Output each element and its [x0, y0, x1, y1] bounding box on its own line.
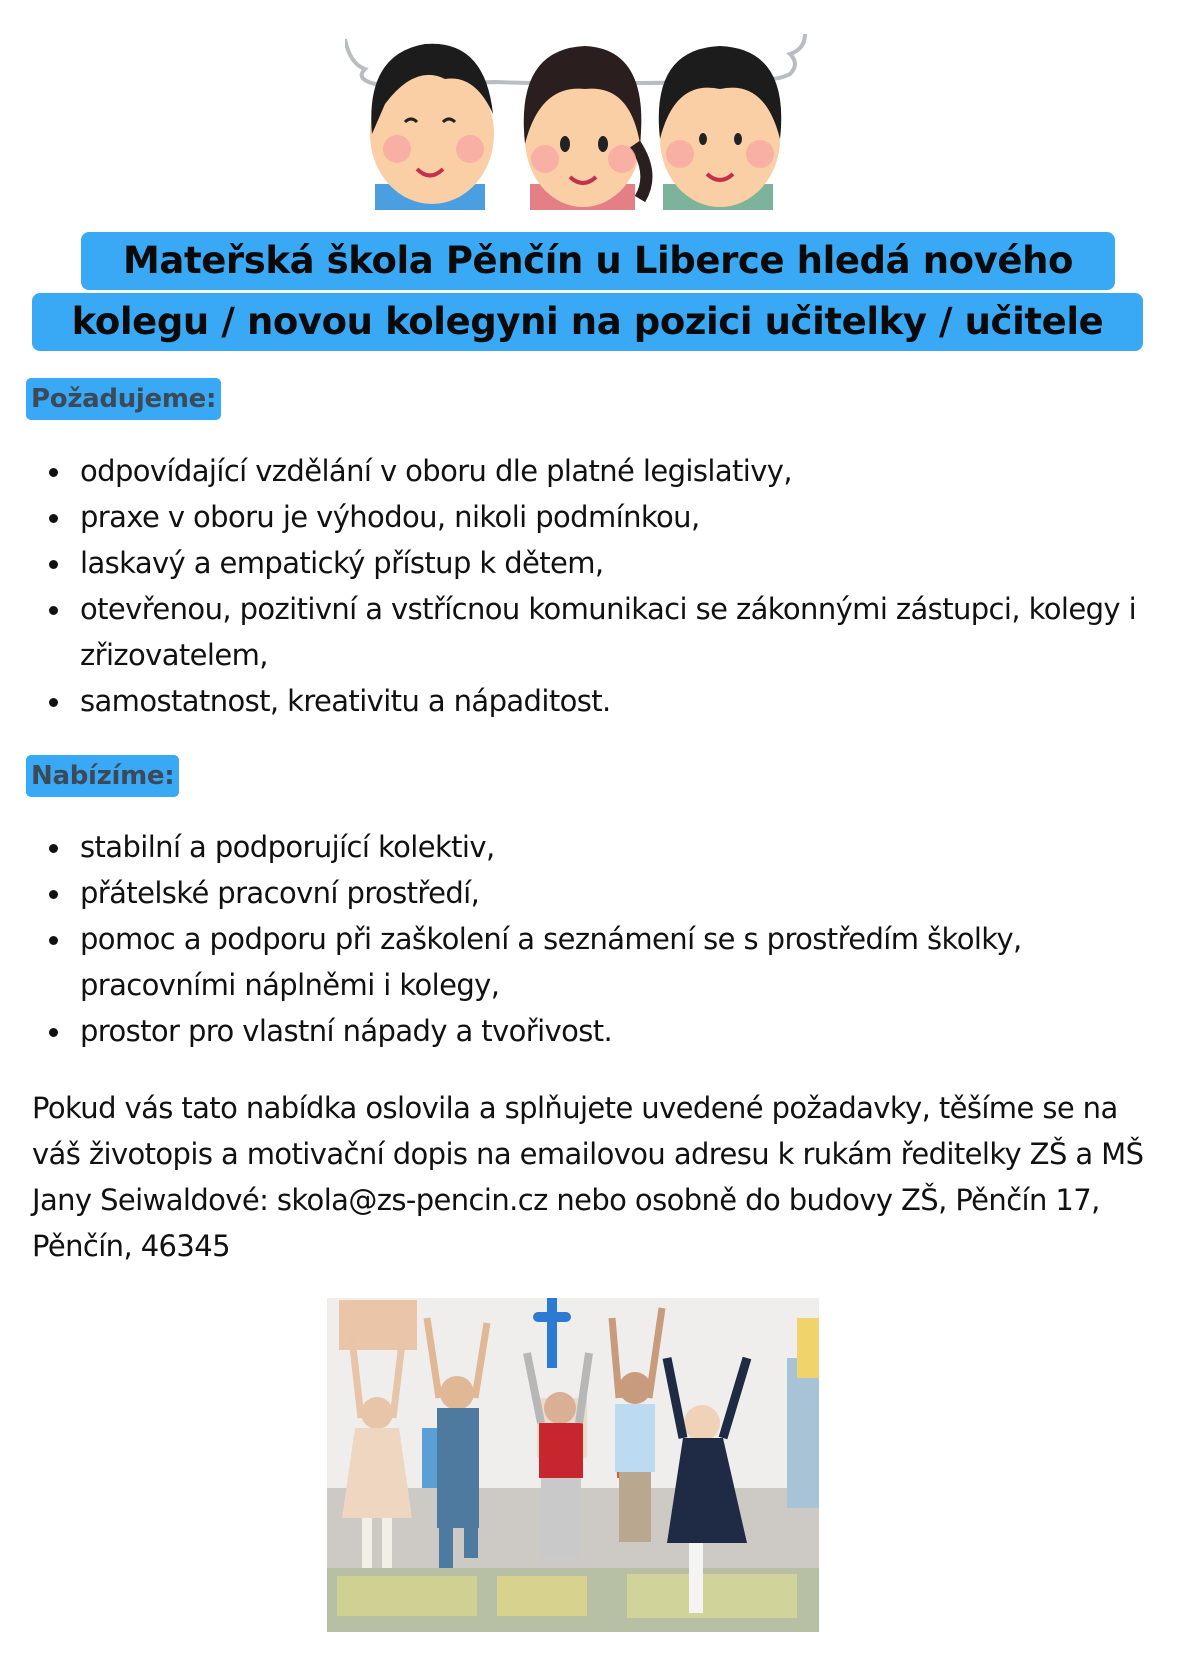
- closing-paragraph: Pokud vás tato nabídka oslovila a splňujete uvedené požadavky, těšíme se na váš životopis a motivační dopis na emailovou adresu k rukám ředitelky ZŠ a MŠ Jany Seiwaldové: skola@zs-pencin.cz nebo osobně do budovy ZŠ, Pěnčín 17, Pěnčín, 46345: [32, 1091, 1144, 1263]
- boy-left-face: [370, 44, 494, 210]
- list-item: samostatnost, kreativitu a nápaditost.: [80, 678, 1170, 724]
- offer-list: [44, 824, 1170, 1054]
- kids-illustration: [345, 34, 835, 210]
- boy-right-face: [659, 46, 782, 210]
- requirements-heading: Požadujeme:: [26, 378, 221, 420]
- page-title-line-1: Mateřská škola Pěnčín u Liberce hledá nového: [81, 232, 1115, 290]
- requirements-list: [44, 448, 1170, 724]
- list-item: prostor pro vlastní nápady a tvořivost.: [80, 1008, 1170, 1054]
- list-item: pomoc a podporu při zaškolení a seznámení se s prostředím školky, pracovními náplněmi i kolegy,: [80, 916, 1170, 1008]
- page-title-line-2: kolegu / novou kolegyni na pozici učitelky / učitele: [32, 293, 1143, 351]
- children-dancing-photo: [327, 1298, 819, 1632]
- list-item: přátelské pracovní prostředí,: [80, 870, 1170, 916]
- list-item: stabilní a podporující kolektiv,: [80, 824, 1170, 870]
- list-item: praxe v oboru je výhodou, nikoli podmínkou,: [80, 494, 1170, 540]
- offer-heading: Nabízíme:: [26, 755, 179, 797]
- list-item: laskavý a empatický přístup k dětem,: [80, 540, 1170, 586]
- girl-middle-face: [524, 46, 647, 210]
- list-item: odpovídající vzdělání v oboru dle platné legislativy,: [80, 448, 1170, 494]
- list-item: otevřenou, pozitivní a vstřícnou komunikaci se zákonnými zástupci, kolegy i zřizovatelem,: [80, 586, 1170, 678]
